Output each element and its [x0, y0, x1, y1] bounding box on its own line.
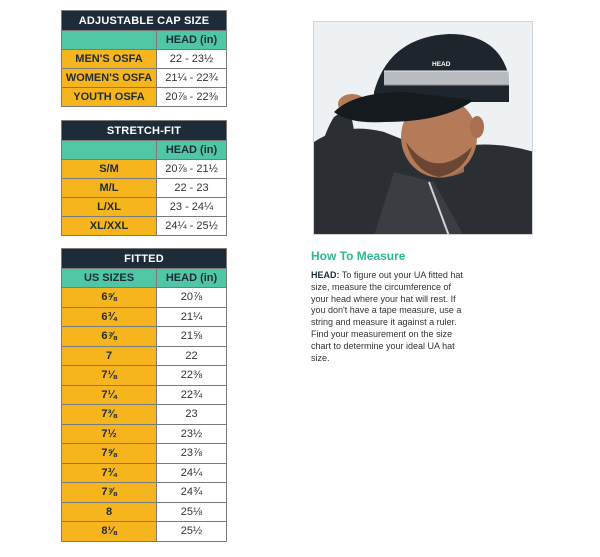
size-label: 7⅛: [62, 366, 157, 386]
head-lead: HEAD:: [311, 270, 340, 280]
head-measure: 25⅛: [157, 502, 227, 522]
head-measure: 20⅞ - 22⅜: [157, 88, 227, 107]
table-row: [62, 288, 227, 308]
size-label: M/L: [62, 179, 157, 198]
size-label: 7⅜: [62, 405, 157, 425]
how-to-measure-text: To figure out your UA fitted hat size, measure the circumference of your head where your hat will rest. If you don't have a tape measure, use a string and measure it against a ruler. Find your measurement on the size chart to determine your ideal UA hat size.: [311, 270, 463, 363]
cap-model-photo: [313, 21, 533, 235]
head-measure: 21¼: [157, 307, 227, 327]
size-label: WOMEN'S OSFA: [62, 69, 157, 88]
size-label: 6⅝: [62, 288, 157, 308]
table-row: [62, 50, 227, 69]
size-label: S/M: [62, 160, 157, 179]
size-label: 8: [62, 502, 157, 522]
adjustable-cap-title: ADJUSTABLE CAP SIZE: [62, 11, 227, 31]
head-measure: 20⅞: [157, 288, 227, 308]
head-measure: 25½: [157, 522, 227, 542]
size-label: 7¼: [62, 385, 157, 405]
size-label: 7⅞: [62, 483, 157, 503]
size-label: 7¾: [62, 463, 157, 483]
table-row: [62, 346, 227, 366]
table-row: [62, 198, 227, 217]
adjustable-col-label: [62, 31, 157, 50]
fitted-col-value: HEAD (in): [157, 269, 227, 288]
head-measure: 21⅝: [157, 327, 227, 347]
stretch-fit-table: [61, 120, 227, 236]
head-measure: 20⅞ - 21½: [157, 160, 227, 179]
how-to-measure-body: [311, 270, 471, 364]
table-row: [62, 405, 227, 425]
stretch-fit-title: STRETCH-FIT: [62, 121, 227, 141]
head-measure: 21¼ - 22¾: [157, 69, 227, 88]
table-row: [62, 502, 227, 522]
head-measure: 23: [157, 405, 227, 425]
table-row: [62, 88, 227, 107]
head-measure: 23⅞: [157, 444, 227, 464]
table-row: [62, 160, 227, 179]
head-measure: 24¼: [157, 463, 227, 483]
head-measure: 23½: [157, 424, 227, 444]
fitted-table: [61, 248, 227, 542]
cap-head-label: HEAD: [432, 61, 451, 68]
size-label: 6¾: [62, 307, 157, 327]
table-row: [62, 424, 227, 444]
size-label: XL/XXL: [62, 217, 157, 236]
size-label: YOUTH OSFA: [62, 88, 157, 107]
head-measure: 22 - 23½: [157, 50, 227, 69]
adjustable-cap-table: [61, 10, 227, 107]
size-label: MEN'S OSFA: [62, 50, 157, 69]
size-label: 6⅞: [62, 327, 157, 347]
table-row: [62, 444, 227, 464]
size-label: 7: [62, 346, 157, 366]
head-measure: 22 - 23: [157, 179, 227, 198]
head-measure: 24¾: [157, 483, 227, 503]
head-measure: 23 - 24¼: [157, 198, 227, 217]
table-row: [62, 307, 227, 327]
head-measure: 24¼ - 25½: [157, 217, 227, 236]
table-row: [62, 385, 227, 405]
table-row: [62, 366, 227, 386]
fitted-title: FITTED: [62, 249, 227, 269]
adjustable-col-value: HEAD (in): [157, 31, 227, 50]
head-measure: 22⅜: [157, 366, 227, 386]
table-row: [62, 522, 227, 542]
table-row: [62, 483, 227, 503]
table-row: [62, 327, 227, 347]
stretch-col-value: HEAD (in): [157, 141, 227, 160]
table-row: [62, 69, 227, 88]
fitted-col-label: US SIZES: [62, 269, 157, 288]
table-row: [62, 179, 227, 198]
man-in-cap-illustration: [314, 22, 533, 235]
table-row: [62, 463, 227, 483]
head-measure: 22: [157, 346, 227, 366]
size-label: 7½: [62, 424, 157, 444]
stretch-col-label: [62, 141, 157, 160]
size-label: L/XL: [62, 198, 157, 217]
head-measure: 22¾: [157, 385, 227, 405]
size-label: 7⅝: [62, 444, 157, 464]
table-row: [62, 217, 227, 236]
size-label: 8⅛: [62, 522, 157, 542]
how-to-measure-title: How To Measure: [311, 249, 406, 263]
